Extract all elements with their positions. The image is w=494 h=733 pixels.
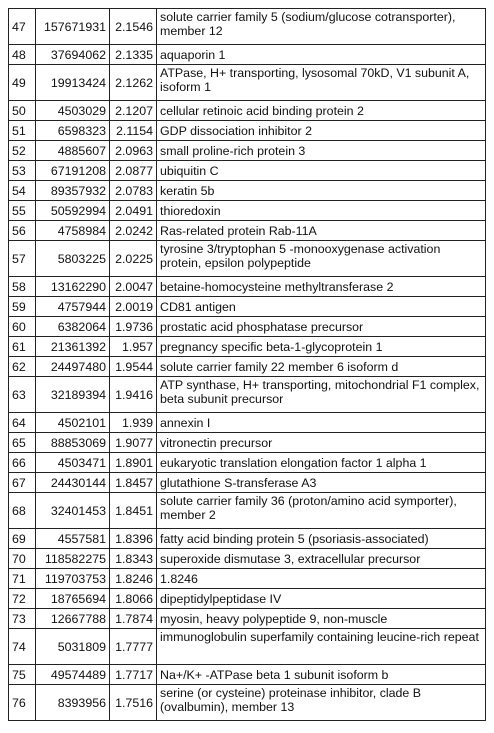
description-cell: thioredoxin [157,201,486,221]
ratio-cell: 1.8246 [110,569,157,589]
row-number-cell: 74 [9,629,36,665]
ratio-cell: 1.8457 [110,473,157,493]
gi-number-cell: 4503471 [36,453,110,473]
table-row [9,201,486,221]
ratio-cell: 2.0783 [110,181,157,201]
description-cell: ATP synthase, H+ transporting, mitochondrial F1 complex, beta subunit precursor [157,377,486,413]
row-number-cell: 63 [9,377,36,413]
row-number-cell: 76 [9,685,36,721]
row-number-cell: 75 [9,665,36,685]
ratio-cell: 2.0019 [110,297,157,317]
description-cell: aquaporin 1 [157,45,486,65]
gi-number-cell: 88853069 [36,433,110,453]
table-row [9,317,486,337]
table-row [9,277,486,297]
ratio-cell: 2.1207 [110,101,157,121]
description-cell: fatty acid binding protein 5 (psoriasis-associated) [157,529,486,549]
ratio-cell: 1.8396 [110,529,157,549]
table-row [9,549,486,569]
description-cell: serine (or cysteine) proteinase inhibitor, clade B (ovalbumin), member 13 [157,685,486,721]
table-row [9,589,486,609]
ratio-cell: 1.8066 [110,589,157,609]
gi-number-cell: 119703753 [36,569,110,589]
table-row [9,473,486,493]
row-number-cell: 60 [9,317,36,337]
gi-number-cell: 157671931 [36,9,110,45]
ratio-cell: 1.7777 [110,629,157,665]
row-number-cell: 59 [9,297,36,317]
table-row [9,569,486,589]
table-row [9,609,486,629]
table-row [9,529,486,549]
description-cell: solute carrier family 5 (sodium/glucose cotransporter), member 12 [157,9,486,45]
ratio-cell: 2.0242 [110,221,157,241]
row-number-cell: 70 [9,549,36,569]
description-cell: glutathione S-transferase A3 [157,473,486,493]
row-number-cell: 67 [9,473,36,493]
description-cell: CD81 antigen [157,297,486,317]
gi-number-cell: 5803225 [36,241,110,277]
description-cell: dipeptidylpeptidase IV [157,589,486,609]
gi-number-cell: 5031809 [36,629,110,665]
table-row [9,685,486,721]
ratio-cell: 2.0225 [110,241,157,277]
table-row [9,241,486,277]
ratio-cell: 2.0491 [110,201,157,221]
table-row [9,121,486,141]
description-cell: ubiquitin C [157,161,486,181]
row-number-cell: 54 [9,181,36,201]
description-cell: Ras-related protein Rab-11A [157,221,486,241]
ratio-cell: 2.1546 [110,9,157,45]
table-row [9,453,486,473]
gi-number-cell: 32189394 [36,377,110,413]
row-number-cell: 49 [9,65,36,101]
ratio-cell: 2.1335 [110,45,157,65]
row-number-cell: 55 [9,201,36,221]
table-row [9,337,486,357]
table-row [9,45,486,65]
description-cell: myosin, heavy polypeptide 9, non-muscle [157,609,486,629]
description-cell: solute carrier family 22 member 6 isoform d [157,357,486,377]
protein-table-container [8,8,486,721]
gi-number-cell: 50592994 [36,201,110,221]
gi-number-cell: 6382064 [36,317,110,337]
row-number-cell: 68 [9,493,36,529]
gi-number-cell: 37694062 [36,45,110,65]
description-cell: superoxide dismutase 3, extracellular precursor [157,549,486,569]
table-row [9,377,486,413]
table-row [9,141,486,161]
gi-number-cell: 67191208 [36,161,110,181]
row-number-cell: 48 [9,45,36,65]
gi-number-cell: 18765694 [36,589,110,609]
table-row [9,221,486,241]
description-cell: GDP dissociation inhibitor 2 [157,121,486,141]
gi-number-cell: 21361392 [36,337,110,357]
description-cell: small proline-rich protein 3 [157,141,486,161]
gi-number-cell: 4885607 [36,141,110,161]
row-number-cell: 73 [9,609,36,629]
ratio-cell: 2.0877 [110,161,157,181]
row-number-cell: 57 [9,241,36,277]
ratio-cell: 1.939 [110,413,157,433]
table-row [9,493,486,529]
description-cell: tyrosine 3/tryptophan 5 -monooxygenase activation protein, epsilon polypeptide [157,241,486,277]
table-row [9,665,486,685]
description-cell: solute carrier family 36 (proton/amino acid symporter), member 2 [157,493,486,529]
table-row [9,161,486,181]
description-cell: pregnancy specific beta-1-glycoprotein 1 [157,337,486,357]
ratio-cell: 1.8343 [110,549,157,569]
gi-number-cell: 89357932 [36,181,110,201]
ratio-cell: 1.9736 [110,317,157,337]
gi-number-cell: 118582275 [36,549,110,569]
protein-table-body [9,9,486,721]
row-number-cell: 58 [9,277,36,297]
protein-table [8,8,486,721]
ratio-cell: 1.9077 [110,433,157,453]
description-cell: immunoglobulin superfamily containing leucine-rich repeat [157,629,486,665]
gi-number-cell: 4757944 [36,297,110,317]
description-cell: ATPase, H+ transporting, lysosomal 70kD, V1 subunit A, isoform 1 [157,65,486,101]
table-row [9,357,486,377]
gi-number-cell: 12667788 [36,609,110,629]
gi-number-cell: 24497480 [36,357,110,377]
row-number-cell: 52 [9,141,36,161]
table-row [9,181,486,201]
description-cell: betaine-homocysteine methyltransferase 2 [157,277,486,297]
description-cell: Na+/K+ -ATPase beta 1 subunit isoform b [157,665,486,685]
row-number-cell: 71 [9,569,36,589]
table-row [9,65,486,101]
row-number-cell: 69 [9,529,36,549]
row-number-cell: 64 [9,413,36,433]
gi-number-cell: 4502101 [36,413,110,433]
row-number-cell: 56 [9,221,36,241]
description-cell: keratin 5b [157,181,486,201]
gi-number-cell: 24430144 [36,473,110,493]
row-number-cell: 72 [9,589,36,609]
gi-number-cell: 49574489 [36,665,110,685]
table-row [9,9,486,45]
table-row [9,297,486,317]
row-number-cell: 66 [9,453,36,473]
ratio-cell: 1.7717 [110,665,157,685]
table-row [9,629,486,665]
gi-number-cell: 4557581 [36,529,110,549]
ratio-cell: 1.7874 [110,609,157,629]
gi-number-cell: 32401453 [36,493,110,529]
row-number-cell: 50 [9,101,36,121]
table-row [9,101,486,121]
row-number-cell: 62 [9,357,36,377]
ratio-cell: 1.9544 [110,357,157,377]
gi-number-cell: 13162290 [36,277,110,297]
ratio-cell: 1.9416 [110,377,157,413]
gi-number-cell: 19913424 [36,65,110,101]
ratio-cell: 2.1262 [110,65,157,101]
row-number-cell: 53 [9,161,36,181]
description-cell: vitronectin precursor [157,433,486,453]
row-number-cell: 65 [9,433,36,453]
description-cell: 1.8246 [157,569,486,589]
description-cell: annexin I [157,413,486,433]
gi-number-cell: 6598323 [36,121,110,141]
description-cell: prostatic acid phosphatase precursor [157,317,486,337]
ratio-cell: 2.0047 [110,277,157,297]
ratio-cell: 1.957 [110,337,157,357]
row-number-cell: 47 [9,9,36,45]
description-cell: eukaryotic translation elongation factor 1 alpha 1 [157,453,486,473]
ratio-cell: 2.0963 [110,141,157,161]
gi-number-cell: 4503029 [36,101,110,121]
table-row [9,433,486,453]
table-row [9,413,486,433]
gi-number-cell: 8393956 [36,685,110,721]
row-number-cell: 51 [9,121,36,141]
ratio-cell: 2.1154 [110,121,157,141]
ratio-cell: 1.7516 [110,685,157,721]
row-number-cell: 61 [9,337,36,357]
description-cell: cellular retinoic acid binding protein 2 [157,101,486,121]
gi-number-cell: 4758984 [36,221,110,241]
ratio-cell: 1.8451 [110,493,157,529]
ratio-cell: 1.8901 [110,453,157,473]
